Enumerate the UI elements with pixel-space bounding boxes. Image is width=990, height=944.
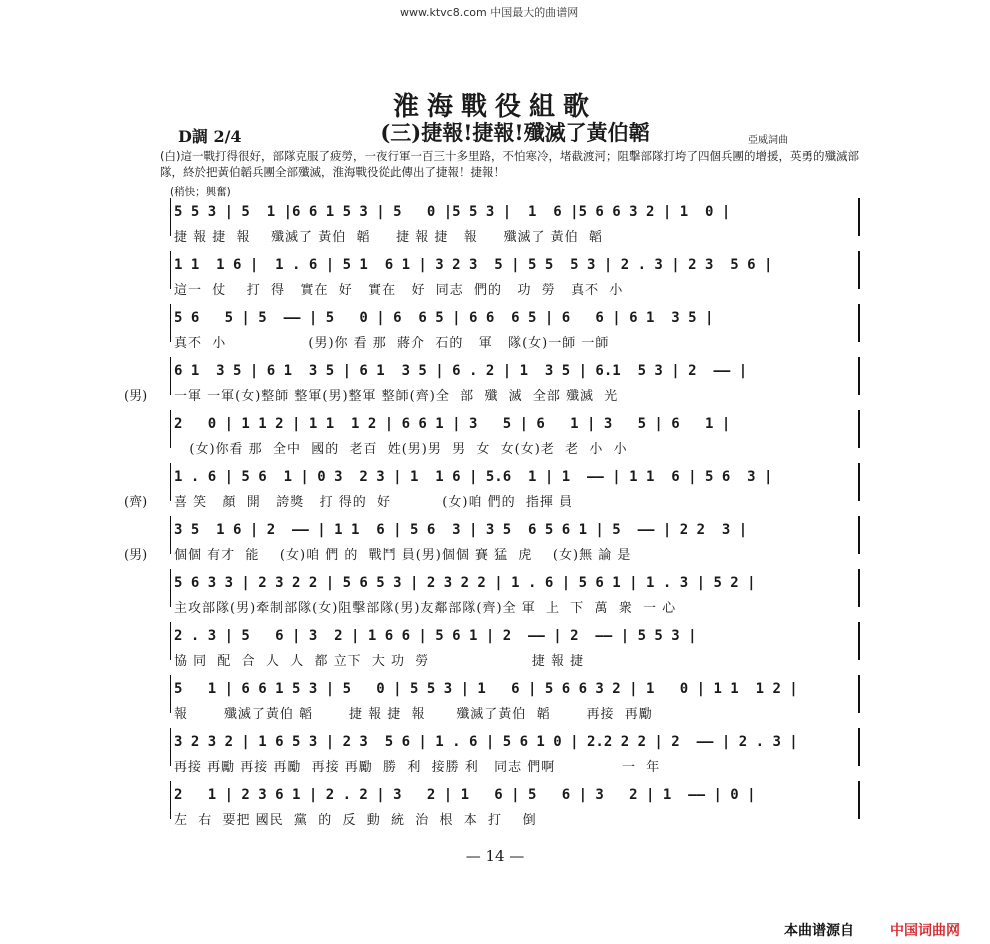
barline-right [858,198,860,236]
narration-text: (白)這一戰打得很好，部隊克服了疲勞，一夜行軍一百三十多里路，不怕寒冷，堵截渡河；阻擊部隊打垮了四個兵團的增援，英勇的殲滅部隊，終於把黃伯韜兵團全部殲滅，淮海戰役從此傳出了捷報！捷報！ [160,149,859,179]
barline-left [170,304,171,342]
lyrics-line: 個個 有才 能 (女)咱 們 的 戰鬥 員(男)個個 賽 猛 虎 (女)無 論 是 [174,548,632,563]
barline-right [858,463,860,501]
score-row [160,728,860,780]
barline-left [170,357,171,395]
barline-right [858,622,860,660]
score-row [124,357,860,409]
barline-right [858,781,860,819]
notes-line: 6 1 3 5 | 6 1 3 5 | 6 1 3 5 | 6 . 2 | 1 3 5 | 6.1 5 3 | 2 —— | [174,363,748,379]
lyrics-line: 真不 小 (男)你 看 那 蔣介 石的 軍 隊(女)一師 一師 [174,336,610,351]
notes-line: 2 0 | 1 1 2 | 1 1 1 2 | 6 6 1 | 3 5 | 6 1 | 3 5 | 6 1 | [174,416,731,432]
score-row [160,198,860,250]
score-row [160,675,860,727]
lyrics-line: 一軍 一軍(女)整師 整軍(男)整軍 整師(齊)全 部 殲 滅 全部 殲滅 光 [174,389,619,404]
notes-line: 5 6 5 | 5 —— | 5 0 | 6 6 5 | 6 6 6 5 | 6 6 | 6 1 3 5 | [174,310,714,326]
score-row [160,304,860,356]
notes-line: 2 . 3 | 5 6 | 3 2 | 1 6 6 | 5 6 1 | 2 —— | 2 —— | 5 5 3 | [174,628,697,644]
tempo-marking: (稍快；興奮) [170,186,231,198]
barline-right [858,569,860,607]
barline-left [170,251,171,289]
notes-line: 2 1 | 2 3 6 1 | 2 . 2 | 3 2 | 1 6 | 5 6 | 3 2 | 1 —— | 0 | [174,787,756,803]
lyrics-line: 再接 再勵 再接 再勵 再接 再勵 勝 利 接勝 利 同志 們啊 一 年 [174,760,661,775]
page-number: — 14 — [465,847,525,865]
score-row [160,569,860,621]
barline-left [170,463,171,501]
lyrics-line: 協 同 配 合 人 人 都 立下 大 功 勞 捷 報 捷 [174,654,585,669]
notes-line: 5 1 | 6 6 1 5 3 | 5 0 | 5 5 3 | 1 6 | 5 6 6 3 2 | 1 0 | 1 1 1 2 | [174,681,798,697]
part-label: (男) [124,548,148,563]
notes-line: 5 5 3 | 5 1 |6 6 1 5 3 | 5 0 |5 5 3 | 1 6 |5 6 6 3 2 | 1 0 | [174,204,731,220]
lyrics-line: 報 殲滅了黃伯 韜 捷 報 捷 報 殲滅了黃伯 韜 再接 再勵 [174,707,653,722]
score-row [124,516,860,568]
lyrics-line: 左 右 要把 國民 黨 的 反 動 統 治 根 本 打 倒 [174,813,537,828]
barline-right [858,304,860,342]
score-row [124,463,860,515]
barline-left [170,622,171,660]
score-row [160,410,860,462]
barline-left [170,410,171,448]
footer-source-label: 本曲谱源自 [784,923,854,939]
notes-line: 1 1 1 6 | 1 . 6 | 5 1 6 1 | 3 2 3 5 | 5 5 5 3 | 2 . 3 | 2 3 5 6 | [174,257,773,273]
score-row [160,251,860,303]
notes-line: 1 . 6 | 5 6 1 | 0 3 2 3 | 1 1 6 | 5.6 1 | 1 —— | 1 1 6 | 5 6 3 | [174,469,773,485]
song-subtitle: (三)捷報!捷報!殲滅了黃伯韜 [380,120,650,145]
footer-site-name: 中国词曲网 [890,923,960,939]
score-row [160,781,860,833]
notes-line: 3 5 1 6 | 2 —— | 1 1 6 | 5 6 3 | 3 5 6 5 6 1 | 5 —— | 2 2 3 | [174,522,748,538]
part-label: (男) [124,389,148,404]
notes-line: 3 2 3 2 | 1 6 5 3 | 2 3 5 6 | 1 . 6 | 5 6 1 0 | 2.2 2 2 | 2 —— | 2 . 3 | [174,734,798,750]
barline-right [858,251,860,289]
credit-text: 亞威詞曲 [748,135,788,146]
score-row [160,622,860,674]
part-label: (齊) [124,495,148,510]
barline-right [858,728,860,766]
barline-right [858,675,860,713]
watermark-url: www.ktvc8.com 中国最大的曲谱网 [400,6,579,19]
notes-line: 5 6 3 3 | 2 3 2 2 | 5 6 5 3 | 2 3 2 2 | 1 . 6 | 5 6 1 | 1 . 3 | 5 2 | [174,575,756,591]
lyrics-line: 捷 報 捷 報 殲滅了 黃伯 韜 捷 報 捷 報 殲滅了 黃伯 韜 [174,230,603,245]
barline-right [858,357,860,395]
barline-left [170,781,171,819]
page-title: 淮海戰役組歌 [392,92,597,122]
barline-right [858,410,860,448]
lyrics-line: (女)你看 那 全中 國的 老百 姓(男)男 男 女 女(女)老 老 小 小 [174,442,628,457]
barline-left [170,728,171,766]
lyrics-line: 主攻部隊(男)牽制部隊(女)阻擊部隊(男)友鄰部隊(齊)全 軍 上 下 萬 衆 一 心 [174,601,677,616]
barline-left [170,516,171,554]
lyrics-line: 這一 仗 打 得 實在 好 實在 好 同志 們的 功 勞 真不 小 [174,283,624,298]
barline-right [858,516,860,554]
barline-left [170,675,171,713]
key-signature: D調 2/4 [178,127,242,146]
barline-left [170,569,171,607]
lyrics-line: 喜 笑 顏 開 誇獎 打 得的 好 (女)咱 們的 指揮 員 [174,495,573,510]
barline-left [170,198,171,236]
